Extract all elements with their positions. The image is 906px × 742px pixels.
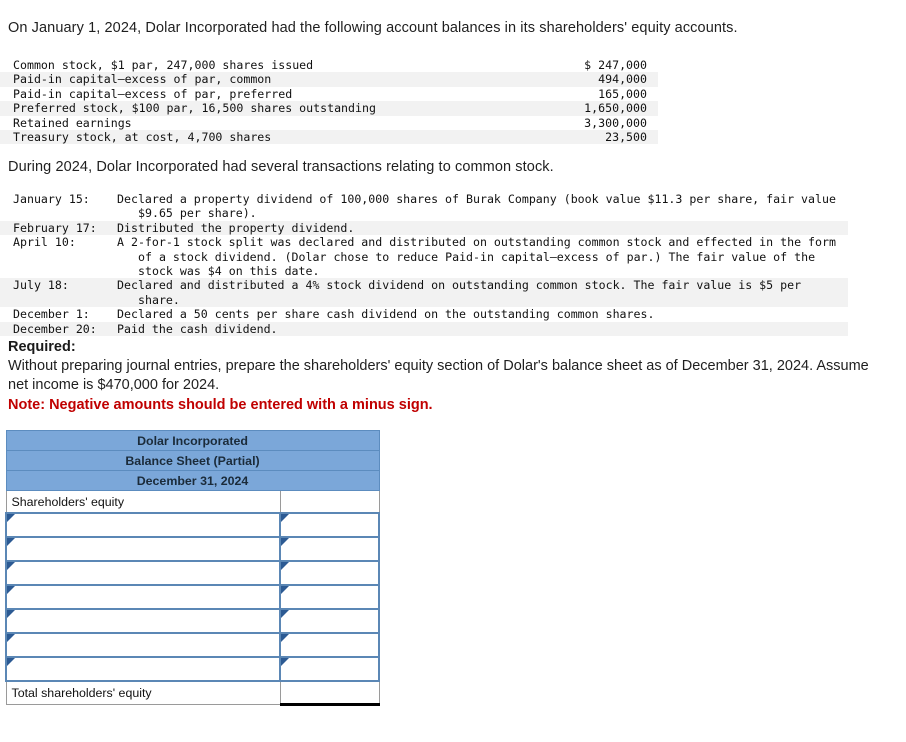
worksheet-title-row (6, 471, 379, 491)
entry-amount-input[interactable] (280, 513, 379, 537)
transaction-description (117, 235, 848, 278)
transaction-date: December 1: (0, 307, 117, 321)
transaction-description-text: Declared and distributed a 4% stock dividend on outstanding common stock. The fair value is $5 per share. (117, 278, 809, 307)
transaction-row (0, 192, 848, 221)
worksheet-title-row (6, 431, 379, 451)
worksheet-entry-row[interactable] (6, 585, 379, 609)
entry-account-input[interactable] (6, 657, 280, 681)
balance-row (0, 130, 658, 144)
transaction-description (117, 192, 848, 221)
transaction-description-text: Declared a 50 cents per share cash dividend on the outstanding common shares. (117, 307, 655, 322)
required-heading: Required: (8, 339, 76, 355)
shareholders-equity-section-value (280, 491, 379, 514)
balance-row (0, 116, 658, 130)
balance-amount: 3,300,000 (533, 116, 658, 130)
transaction-description-text: Declared a property dividend of 100,000 shares of Burak Company (book value $11.3 per share, fair value $9.65 per share). (117, 192, 843, 221)
transaction-description-text: Distributed the property dividend. (117, 220, 355, 235)
transactions-body (0, 192, 848, 336)
worksheet-title-text: Balance Sheet (Partial) (6, 451, 379, 471)
negative-amounts-note: Note: Negative amounts should be entered with a minus sign. (8, 397, 433, 414)
entry-marker-triangle-icon (7, 562, 15, 570)
balance-amount: 165,000 (533, 87, 658, 101)
balance-account-label: Paid-in capital–excess of par, preferred (0, 87, 533, 101)
balance-account-label: Paid-in capital–excess of par, common (0, 72, 533, 86)
transaction-description-text: Paid the cash dividend. (117, 321, 278, 336)
balance-account-label: Common stock, $1 par, 247,000 shares issued (0, 58, 533, 72)
intro-paragraph: On January 1, 2024, Dolar Incorporated had the following account balances in its shareholders' equity accounts. (8, 20, 738, 36)
worksheet-body (6, 431, 379, 705)
balance-account-label: Preferred stock, $100 par, 16,500 shares outstanding (0, 101, 533, 115)
worksheet-entry-row[interactable] (6, 657, 379, 681)
transaction-date: December 20: (0, 322, 117, 336)
entry-account-input[interactable] (6, 609, 280, 633)
entry-account-input[interactable] (6, 537, 280, 561)
entry-marker-triangle-icon (281, 562, 289, 570)
transaction-row (0, 221, 848, 235)
transactions-table (0, 192, 848, 336)
account-balances-body (0, 58, 658, 144)
entry-account-input[interactable] (6, 585, 280, 609)
transaction-date: July 18: (0, 278, 117, 307)
during-year-paragraph: During 2024, Dolar Incorporated had several transactions relating to common stock. (8, 159, 554, 175)
transaction-row (0, 307, 848, 321)
entry-marker-triangle-icon (281, 610, 289, 618)
entry-amount-input[interactable] (280, 561, 379, 585)
entry-marker-triangle-icon (281, 658, 289, 666)
entry-account-input[interactable] (6, 513, 280, 537)
entry-marker-triangle-icon (7, 634, 15, 642)
entry-marker-triangle-icon (7, 610, 15, 618)
entry-amount-input[interactable] (280, 657, 379, 681)
entry-marker-triangle-icon (7, 586, 15, 594)
entry-account-input[interactable] (6, 633, 280, 657)
total-shareholders-equity-value[interactable] (280, 681, 379, 705)
balance-row (0, 101, 658, 115)
entry-marker-triangle-icon (281, 634, 289, 642)
transaction-description-text: A 2-for-1 stock split was declared and distributed on outstanding common stock and effected in the form of a stock dividend. (Dolar chose to reduce Paid-in capital–excess of par.) The fair value of the stock was $4 on this date. (117, 235, 843, 279)
entry-amount-input[interactable] (280, 633, 379, 657)
worksheet-title-text: Dolar Incorporated (6, 431, 379, 451)
balance-account-label: Retained earnings (0, 116, 533, 130)
balance-amount: 494,000 (533, 72, 658, 86)
required-block (8, 338, 892, 416)
entry-marker-triangle-icon (7, 514, 15, 522)
entry-account-input[interactable] (6, 561, 280, 585)
transaction-date: April 10: (0, 235, 117, 278)
entry-marker-triangle-icon (281, 538, 289, 546)
balance-amount: 1,650,000 (533, 101, 658, 115)
transaction-description (117, 221, 848, 235)
transaction-description (117, 322, 848, 336)
shareholders-equity-worksheet (5, 430, 380, 706)
required-body: Without preparing journal entries, prepare the shareholders' equity section of Dolar's balance sheet as of December 31, 2024. Assume net income is $470,000 for 2024. (8, 358, 869, 394)
transaction-date: January 15: (0, 192, 117, 221)
worksheet-entry-row[interactable] (6, 633, 379, 657)
worksheet-total-row (6, 681, 379, 705)
worksheet-section-row (6, 491, 379, 514)
worksheet-entry-row[interactable] (6, 561, 379, 585)
transaction-row (0, 235, 848, 278)
balance-row (0, 72, 658, 86)
shareholders-equity-section-label: Shareholders' equity (6, 491, 280, 514)
worksheet-entry-row[interactable] (6, 609, 379, 633)
balance-amount: $ 247,000 (533, 58, 658, 72)
entry-amount-input[interactable] (280, 585, 379, 609)
entry-marker-triangle-icon (7, 658, 15, 666)
worksheet-entry-row[interactable] (6, 537, 379, 561)
balance-row (0, 58, 658, 72)
worksheet-title-row (6, 451, 379, 471)
worksheet-title-text: December 31, 2024 (6, 471, 379, 491)
entry-marker-triangle-icon (7, 538, 15, 546)
total-shareholders-equity-label: Total shareholders' equity (6, 681, 280, 705)
transaction-row (0, 322, 848, 336)
balance-account-label: Treasury stock, at cost, 4,700 shares (0, 130, 533, 144)
account-balances-table (0, 58, 658, 144)
entry-amount-input[interactable] (280, 537, 379, 561)
balance-row (0, 87, 658, 101)
balance-amount: 23,500 (533, 130, 658, 144)
transaction-date: February 17: (0, 221, 117, 235)
entry-amount-input[interactable] (280, 609, 379, 633)
transaction-description (117, 307, 848, 321)
worksheet-entry-row[interactable] (6, 513, 379, 537)
transaction-row (0, 278, 848, 307)
entry-marker-triangle-icon (281, 586, 289, 594)
transaction-description (117, 278, 848, 307)
entry-marker-triangle-icon (281, 514, 289, 522)
